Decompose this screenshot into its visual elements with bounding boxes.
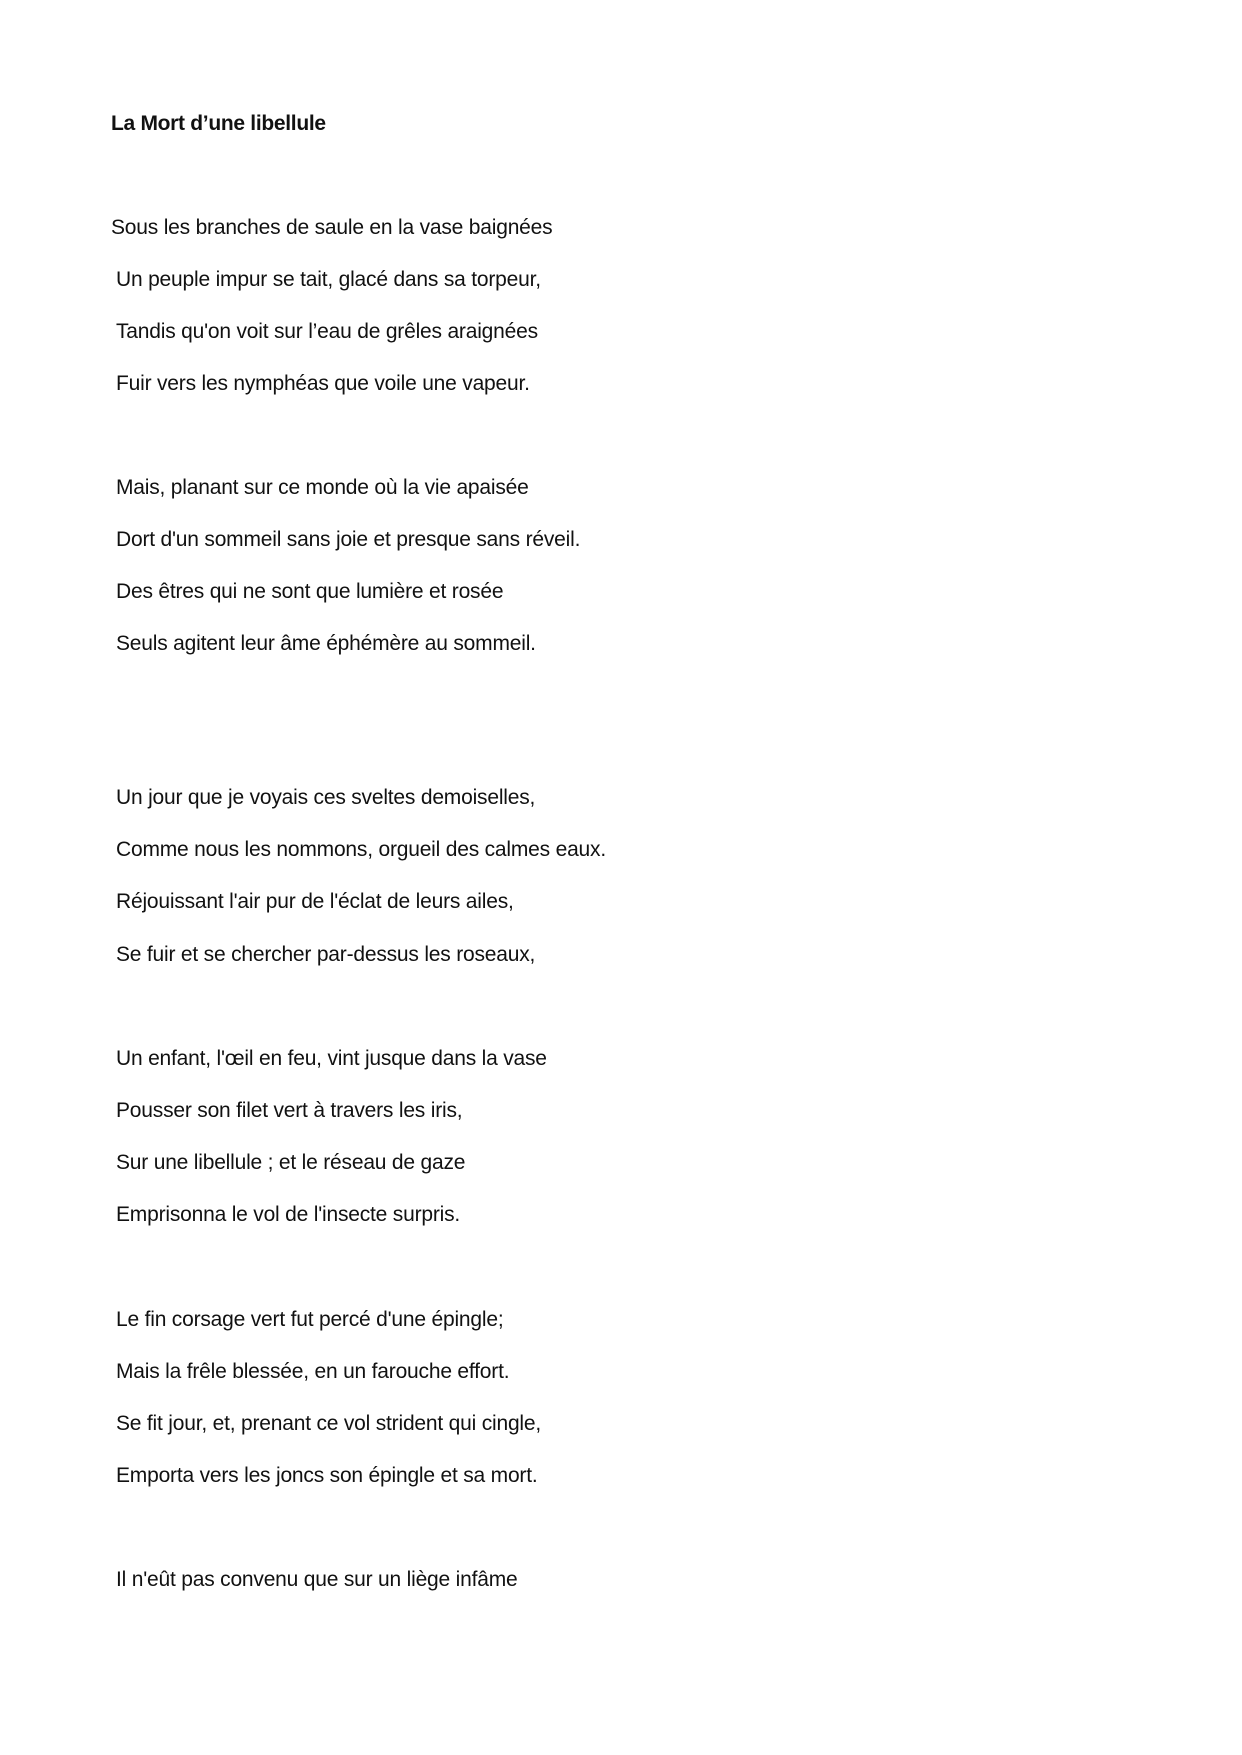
poem-line: Sous les branches de saule en la vase baignées <box>111 216 553 239</box>
poem-line: Réjouissant l'air pur de l'éclat de leurs ailes, <box>116 890 514 913</box>
poem-line: Un jour que je voyais ces sveltes demoiselles, <box>116 786 536 809</box>
poem-line: Un peuple impur se tait, glacé dans sa torpeur, <box>116 268 541 291</box>
poem-title: La Mort d’une libellule <box>111 112 326 135</box>
poem-line: Comme nous les nommons, orgueil des calmes eaux. <box>116 838 606 861</box>
poem-line: Se fuir et se chercher par-dessus les roseaux, <box>116 943 536 966</box>
poem-line: Seuls agitent leur âme éphémère au sommeil. <box>116 632 536 655</box>
poem-line: Pousser son filet vert à travers les iris, <box>116 1099 463 1122</box>
poem-line: Un enfant, l'œil en feu, vint jusque dans la vase <box>116 1047 547 1070</box>
poem-line: Il n'eût pas convenu que sur un liège infâme <box>116 1568 518 1591</box>
poem-line: Mais la frêle blessée, en un farouche effort. <box>116 1360 510 1383</box>
poem-line: Emporta vers les joncs son épingle et sa mort. <box>116 1464 538 1487</box>
poem-line: Mais, planant sur ce monde où la vie apaisée <box>116 476 529 499</box>
poem-line: Le fin corsage vert fut percé d'une épingle; <box>116 1308 504 1331</box>
poem-line: Tandis qu'on voit sur l’eau de grêles araignées <box>116 320 538 343</box>
poem-line: Sur une libellule ; et le réseau de gaze <box>116 1151 466 1174</box>
poem-line: Emprisonna le vol de l'insecte surpris. <box>116 1203 461 1226</box>
poem-line: Fuir vers les nymphéas que voile une vapeur. <box>116 372 530 395</box>
poem-line: Dort d'un sommeil sans joie et presque sans réveil. <box>116 528 581 551</box>
poem-line: Des êtres qui ne sont que lumière et rosée <box>116 580 504 603</box>
poem-line: Se fit jour, et, prenant ce vol strident qui cingle, <box>116 1412 542 1435</box>
